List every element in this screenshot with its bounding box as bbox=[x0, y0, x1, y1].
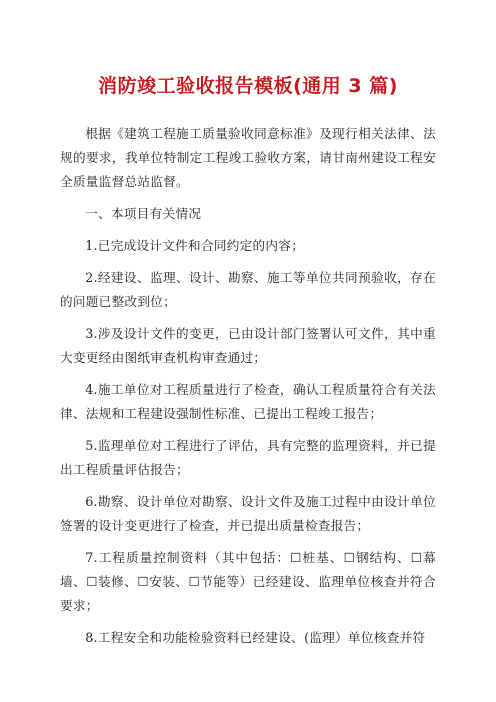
list-item: 6.勘察、设计单位对勘察、设计文件及施工过程中由设计单位签署的设计变更进行了检查，并已提出质量检查报告； bbox=[60, 494, 436, 533]
document-body bbox=[60, 122, 436, 658]
section-heading: 一、本项目有关情况 bbox=[85, 206, 202, 221]
list-item: 4.施工单位对工程质量进行了检查，确认工程质量符合有关法律、法规和工程建设强制性标准、已提出工程竣工报告； bbox=[60, 382, 436, 421]
list-item: 3.涉及设计文件的变更，已由设计部门签署认可文件，其中重大变更经由图纸审查机构审查通过； bbox=[60, 326, 436, 365]
list-item: 7.工程质量控制资料（其中包括：☐桩基、☐钢结构、☐幕墙、☐装修、☐安装、☐节能等）已经建设、监理单位核查并符合要求； bbox=[60, 550, 436, 613]
document-title: 消防竣工验收报告模板(通用 3 篇) bbox=[98, 75, 398, 97]
list-item: 8.工程安全和功能检验资料已经建设、(监理）单位核查并符 bbox=[85, 630, 426, 645]
list-item: 5.监理单位对工程进行了评估，具有完整的监理资料，并已提出工程质量评估报告； bbox=[60, 438, 436, 477]
intro-paragraph: 根据《建筑工程施工质量验收同意标准》及现行相关法律、法规的要求，我单位特制定工程竣工验收方案，请甘南州建设工程安全质量监督总站监督。 bbox=[60, 126, 436, 189]
list-item: 1.已完成设计文件和合同约定的内容； bbox=[85, 238, 305, 253]
list-item: 2.经建设、监理、设计、勘察、施工等单位共同预验收，存在的问题已整改到位； bbox=[60, 270, 436, 309]
